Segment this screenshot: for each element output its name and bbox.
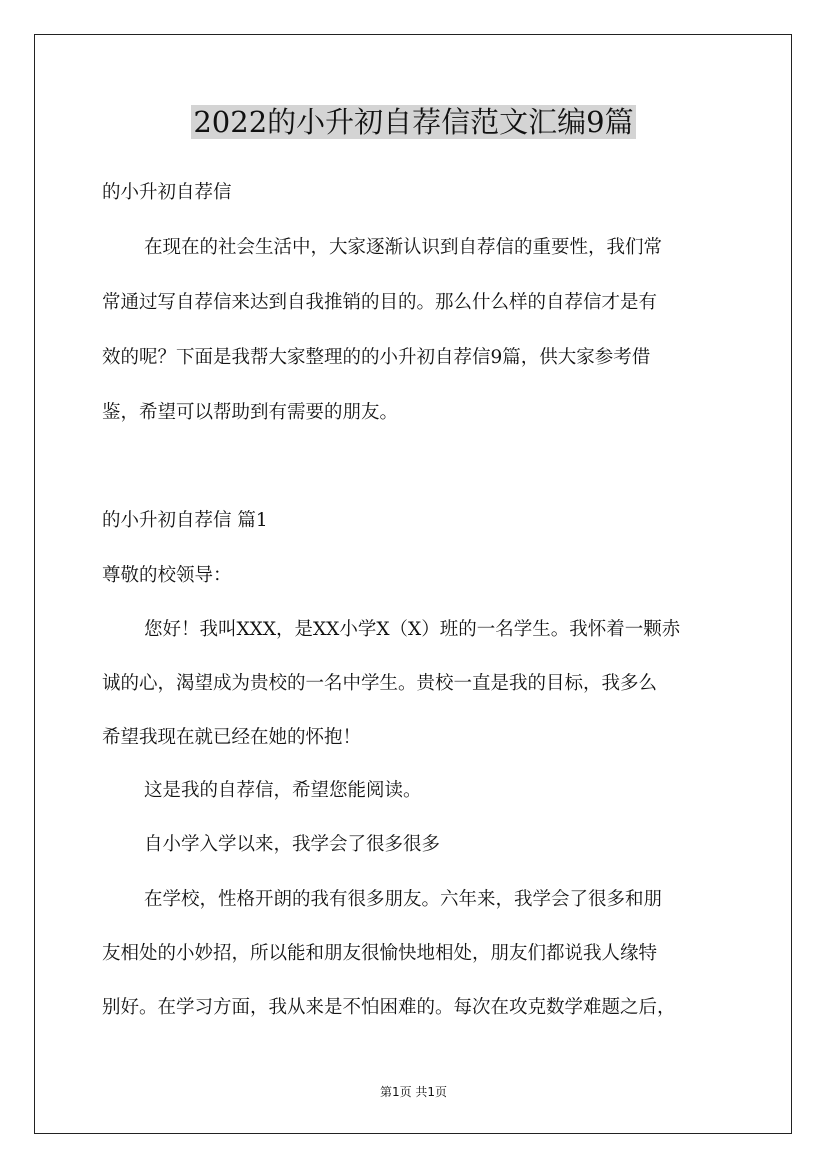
section-heading: 的小升初自荐信 篇1 (102, 510, 268, 531)
document-title-text: 2022的小升初自荐信范文汇编9篇 (193, 105, 634, 139)
para1-line-2: 诚的心，渴望成为贵校的一名中学生。贵校一直是我的目标，我多么 (102, 673, 658, 694)
intro-line-1: 在现在的社会生活中，大家逐渐认识到自荐信的重要性，我们常 (144, 237, 663, 258)
para2-line: 这是我的自荐信，希望您能阅读。 (144, 780, 422, 801)
page-footer (0, 1083, 827, 1101)
intro-line-2: 常通过写自荐信来达到自我推销的目的。那么什么样的自荐信才是有 (102, 292, 658, 313)
para1-line-1: 您好！我叫XXX，是XX小学X（X）班的一名学生。我怀着一颗赤 (144, 619, 681, 640)
salutation: 尊敬的校领导： (102, 565, 232, 586)
para4-line-1: 在学校，性格开朗的我有很多朋友。六年来，我学会了很多和朋 (144, 889, 663, 910)
para4-line-2: 友相处的小妙招，所以能和朋友很愉快地相处，朋友们都说我人缘特 (102, 943, 658, 964)
intro-heading: 的小升初自荐信 (102, 182, 232, 203)
intro-line-4: 鉴，希望可以帮助到有需要的朋友。 (102, 402, 399, 423)
intro-line-3: 效的呢？下面是我帮大家整理的的小升初自荐信9篇，供大家参考借 (102, 347, 651, 368)
document-title (0, 100, 827, 144)
para4-line-3: 别好。在学习方面，我从来是不怕困难的。每次在攻克数学难题之后， (102, 997, 676, 1018)
para3-line: 自小学入学以来，我学会了很多很多 (144, 834, 441, 855)
page-number: 第1页 共1页 (379, 1085, 448, 1099)
para1-line-3: 希望我现在就已经在她的怀抱！ (102, 727, 362, 748)
